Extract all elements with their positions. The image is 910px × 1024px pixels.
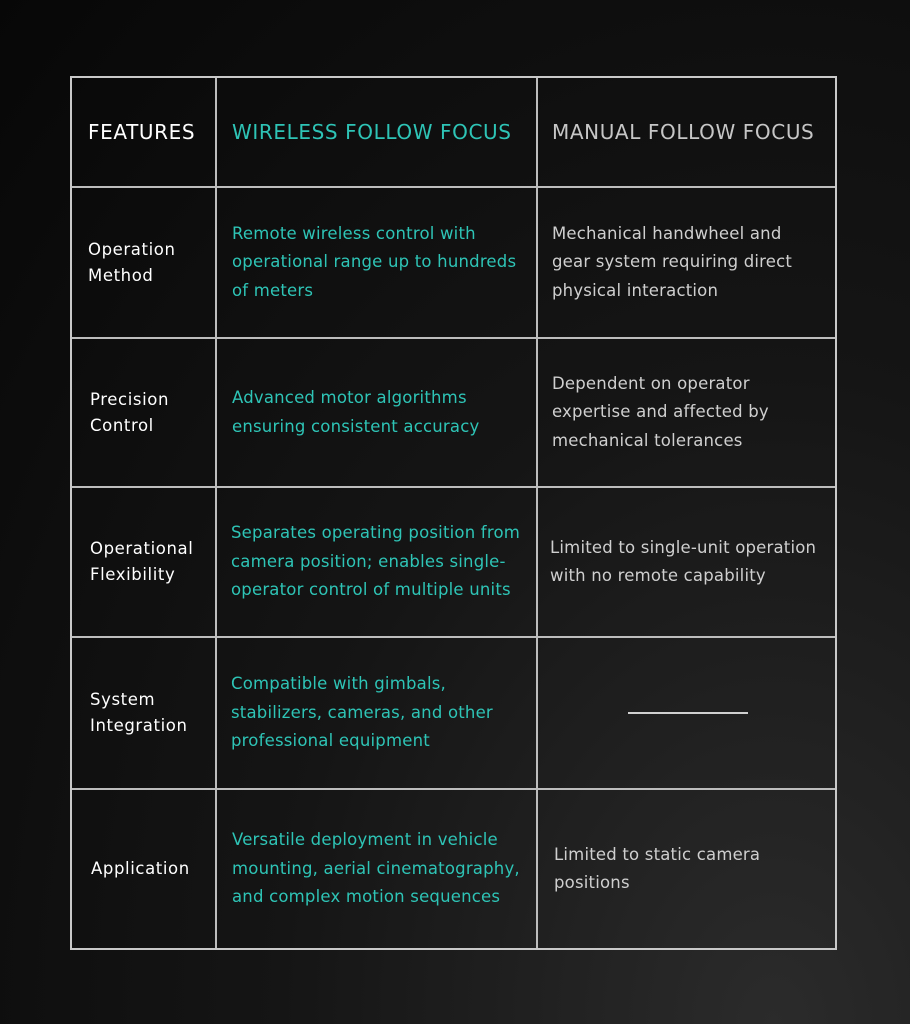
feature-operational-flexibility: Operational Flexibility [72, 488, 217, 638]
manual-precision-control: Dependent on operator expertise and affected by mechanical tolerances [538, 339, 835, 488]
manual-operational-flexibility: Limited to single-unit operation with no remote capability [538, 488, 835, 638]
wireless-precision-control: Advanced motor algorithms ensuring consistent accuracy [217, 339, 538, 488]
manual-application: Limited to static camera positions [554, 844, 761, 892]
wireless-system-integration: Compatible with gimbals, stabilizers, cameras, and other professional equipment [217, 638, 538, 790]
manual-operation-method: Mechanical handwheel and gear system requiring direct physical interaction [538, 188, 835, 339]
header-manual-follow-focus: MANUAL FOLLOW FOCUS [538, 78, 835, 188]
wireless-operation-method: Remote wireless control with operational range up to hundreds of meters [217, 188, 538, 339]
feature-operation-method: Operation Method [72, 188, 217, 339]
manual-system-integration [538, 638, 835, 790]
header-features: FEATURES [72, 78, 217, 188]
empty-value-dash [628, 712, 748, 714]
feature-application: Application [72, 790, 217, 948]
wireless-application: Versatile deployment in vehicle mounting, aerial cinematography, and complex motion sequences [217, 790, 538, 948]
comparison-table [70, 76, 837, 950]
wireless-operational-flexibility: Separates operating position from camera position; enables single-operator control of multiple units [217, 488, 538, 638]
feature-system-integration: System Integration [72, 638, 217, 790]
feature-precision-control: Precision Control [72, 339, 217, 488]
header-wireless-follow-focus: WIRELESS FOLLOW FOCUS [217, 78, 538, 188]
